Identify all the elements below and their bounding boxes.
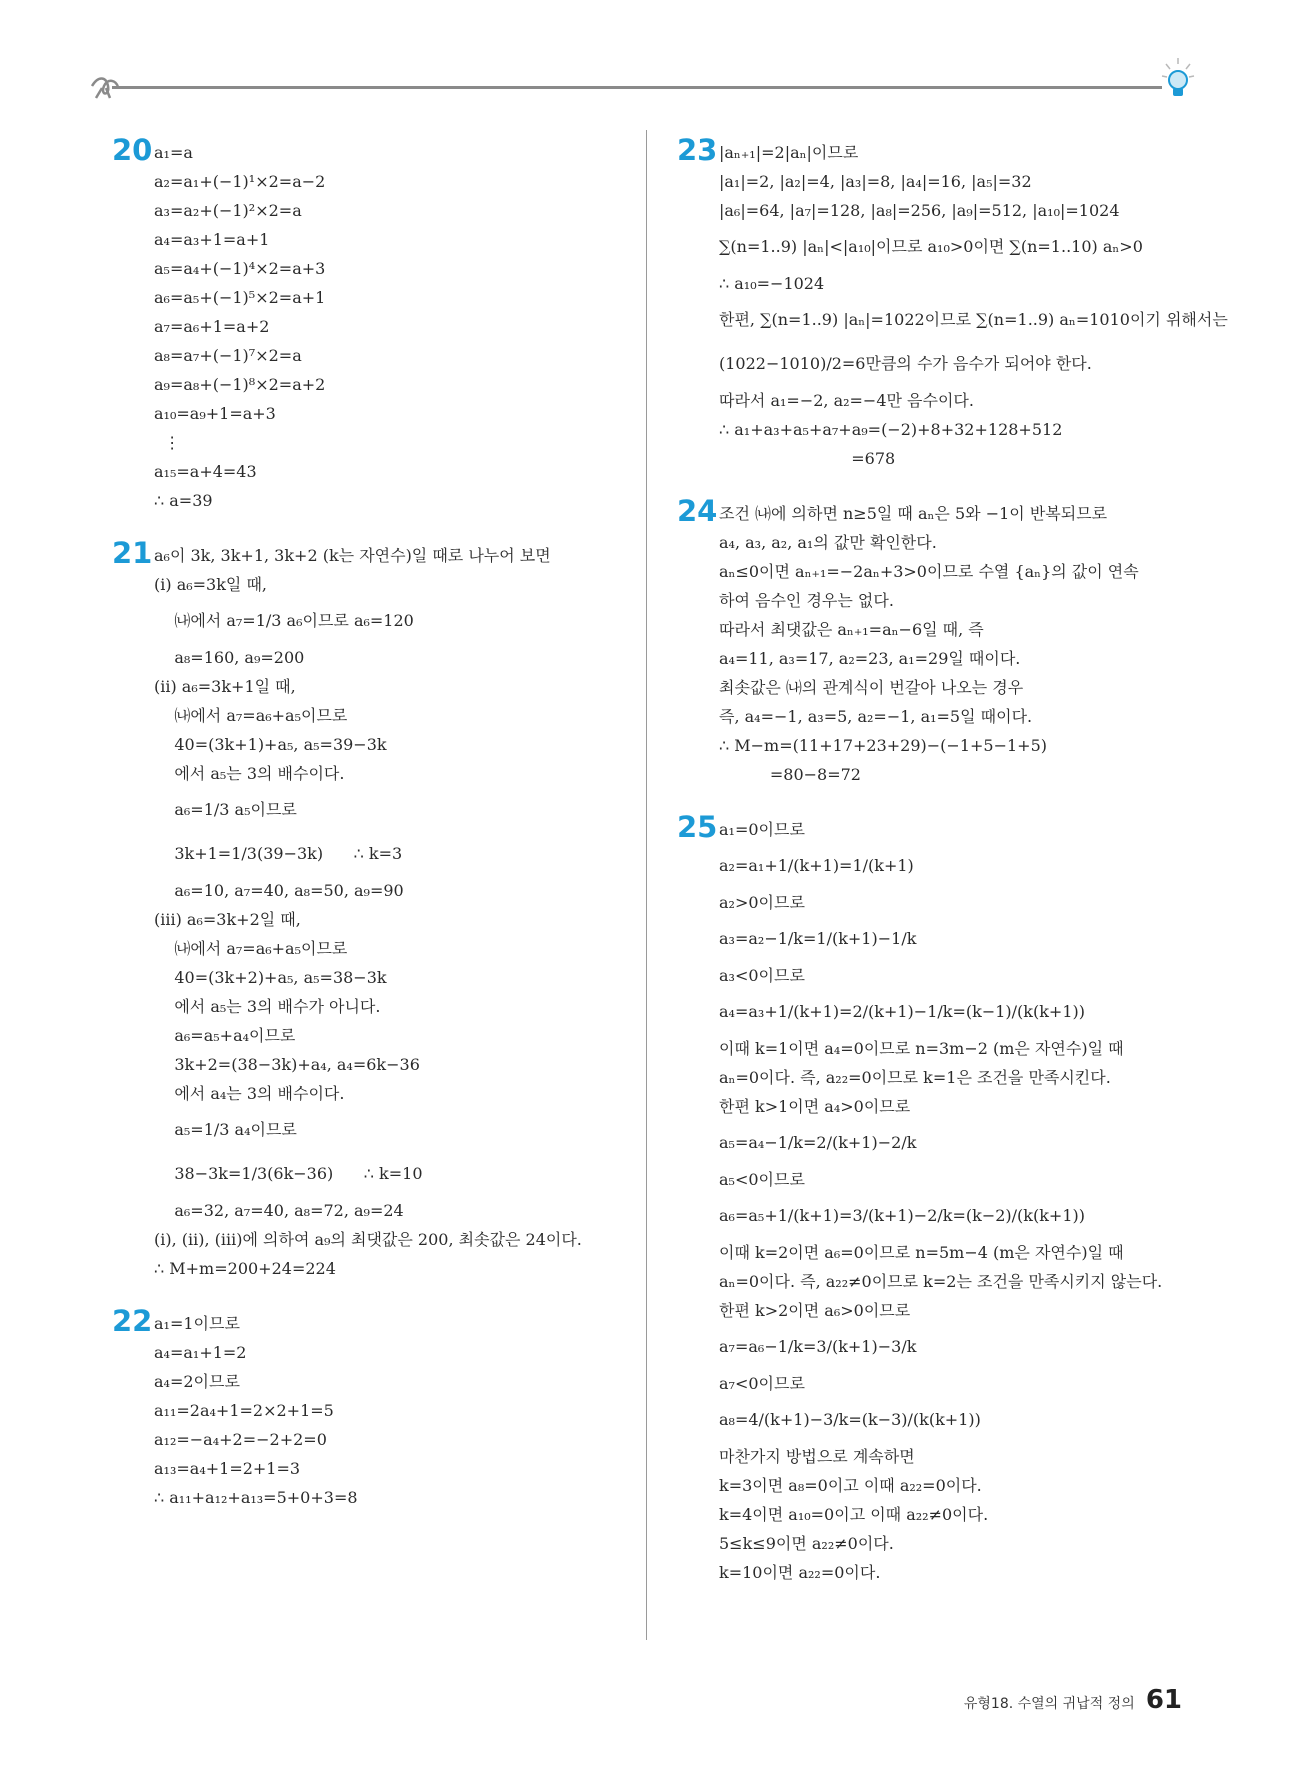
solution-line: 조건 ㈏에 의하면 n≥5일 때 aₙ은 5와 −1이 반복되므로 — [719, 504, 1108, 523]
solution-line: 3k+2=(38−3k)+a₄, a₄=6k−36 — [154, 1055, 420, 1074]
solution-line: a₅<0이므로 — [719, 1170, 805, 1189]
solution-line: a₅=a₄−1/k=2/(k+1)−2/k — [719, 1133, 917, 1152]
solution-line: (ⅰ) a₆=3k일 때, — [154, 575, 268, 594]
solution-line: 이때 k=2이면 a₆=0이므로 n=5m−4 (m은 자연수)일 때 — [719, 1243, 1124, 1262]
solution-line: 한편 k>2이면 a₆>0이므로 — [719, 1301, 911, 1320]
solution-line: 5≤k≤9이면 a₂₂≠0이다. — [719, 1534, 894, 1553]
problem-21 — [112, 536, 612, 1283]
page-footer — [964, 1685, 1182, 1715]
solution-line: 에서 a₄는 3의 배수이다. — [154, 1084, 345, 1103]
left-column — [112, 133, 612, 1538]
solution-line: aₙ≤0이면 aₙ₊₁=−2aₙ+3>0이므로 수열 {aₙ}의 값이 연속 — [719, 562, 1139, 581]
solution-line: =678 — [719, 449, 896, 468]
solution-line: 즉, a₄=−1, a₃=5, a₂=−1, a₁=5일 때이다. — [719, 707, 1033, 726]
solution-line: ∴ a₁₀=−1024 — [719, 274, 825, 293]
solution-line: a₆=a₅+a₄이므로 — [154, 1026, 296, 1045]
solution-line: a₅=a₄+(−1)⁴×2=a+3 — [154, 259, 326, 278]
column-divider — [646, 130, 647, 1640]
ribbon-knot-icon — [88, 74, 120, 100]
solution-line: a₄=a₃+1=a+1 — [154, 230, 270, 249]
solution-line: a₆=a₅+1/(k+1)=3/(k+1)−2/k=(k−2)/(k(k+1)) — [719, 1206, 1085, 1225]
solution-line: ㈏에서 a₇=a₆+a₅이므로 — [154, 939, 348, 958]
solution-line: 마찬가지 방법으로 계속하면 — [719, 1447, 915, 1466]
solution-line: k=10이면 a₂₂=0이다. — [719, 1563, 881, 1582]
solution-line: (1022−1010)/2=6만큼의 수가 음수가 되어야 한다. — [719, 354, 1092, 373]
solution-line: a₂>0이므로 — [719, 893, 805, 912]
solution-line: 40=(3k+2)+a₅, a₅=38−3k — [154, 968, 387, 987]
solution-line: k=3이면 a₈=0이고 이때 a₂₂=0이다. — [719, 1476, 982, 1495]
solution-line: a₁=0이므로 — [719, 820, 805, 839]
solution-line: ∴ a₁₁+a₁₂+a₁₃=5+0+3=8 — [154, 1488, 358, 1507]
solution-line: a₆=a₅+(−1)⁵×2=a+1 — [154, 288, 326, 307]
solution-line: a₄=11, a₃=17, a₂=23, a₁=29일 때이다. — [719, 649, 1021, 668]
solution-line: a₃<0이므로 — [719, 966, 805, 985]
solution-line: 한편 k>1이면 a₄>0이므로 — [719, 1097, 911, 1116]
problem-number: 24 — [677, 494, 718, 528]
solution-line: a₆=1/3 a₅이므로 — [154, 800, 297, 819]
right-column — [677, 133, 1228, 1613]
solution-line: a₂=a₁+(−1)¹×2=a−2 — [154, 172, 326, 191]
solution-line: 에서 a₅는 3의 배수가 아니다. — [154, 997, 381, 1016]
solution-line: ⋮ — [154, 433, 181, 452]
solution-line: 에서 a₅는 3의 배수이다. — [154, 764, 345, 783]
solution-line: a₈=160, a₉=200 — [154, 648, 305, 667]
solution-line: a₈=4/(k+1)−3/k=(k−3)/(k(k+1)) — [719, 1410, 981, 1429]
solution-line: ∴ M−m=(11+17+23+29)−(−1+5−1+5) — [719, 736, 1048, 755]
solution-line: ㈏에서 a₇=a₆+a₅이므로 — [154, 706, 348, 725]
solution-line: a₁₃=a₄+1=2+1=3 — [154, 1459, 301, 1478]
solution-line: 최솟값은 ㈏의 관계식이 번갈아 나오는 경우 — [719, 678, 1024, 697]
page-number: 61 — [1145, 1685, 1182, 1715]
solution-line: ∑(n=1..9) |aₙ|<|a₁₀|이므로 a₁₀>0이면 ∑(n=1..10) aₙ>0 — [719, 237, 1143, 256]
solution-line: |a₆|=64, |a₇|=128, |a₈|=256, |a₉|=512, |a₁₀|=1024 — [719, 201, 1120, 220]
solution-line: a₁=a — [154, 143, 193, 162]
solution-line: 따라서 최댓값은 aₙ₊₁=aₙ−6일 때, 즉 — [719, 620, 984, 639]
solution-line: a₇=a₆−1/k=3/(k+1)−3/k — [719, 1337, 917, 1356]
solution-line: (ⅱ) a₆=3k+1일 때, — [154, 677, 296, 696]
solution-line: a₁=1이므로 — [154, 1314, 240, 1333]
solution-line: ∴ a=39 — [154, 491, 213, 510]
solution-line: 한편, ∑(n=1..9) |aₙ|=1022이므로 ∑(n=1..9) aₙ=1010이기 위해서는 — [719, 310, 1228, 329]
solution-line: ∴ M+m=200+24=224 — [154, 1259, 336, 1278]
solution-line: a₁₂=−a₄+2=−2+2=0 — [154, 1430, 327, 1449]
solution-line: a₁₀=a₉+1=a+3 — [154, 404, 276, 423]
solution-line: aₙ=0이다. 즉, a₂₂≠0이므로 k=2는 조건을 만족시키지 않는다. — [719, 1272, 1163, 1291]
problem-24 — [677, 494, 1197, 789]
solution-line: a₄, a₃, a₂, a₁의 값만 확인한다. — [719, 533, 937, 552]
solution-line: |a₁|=2, |a₂|=4, |a₃|=8, |a₄|=16, |a₅|=32 — [719, 172, 1032, 191]
solution-line: a₉=a₈+(−1)⁸×2=a+2 — [154, 375, 326, 394]
solution-line: a₈=a₇+(−1)⁷×2=a — [154, 346, 302, 365]
solution-line: a₇=a₆+1=a+2 — [154, 317, 270, 336]
solution-line: 따라서 a₁=−2, a₂=−4만 음수이다. — [719, 391, 974, 410]
solution-line: a₂=a₁+1/(k+1)=1/(k+1) — [719, 856, 914, 875]
solution-line: 40=(3k+1)+a₅, a₅=39−3k — [154, 735, 387, 754]
solution-line: a₄=a₃+1/(k+1)=2/(k+1)−1/k=(k−1)/(k(k+1)) — [719, 1002, 1085, 1021]
problem-number: 23 — [677, 133, 718, 167]
solution-line: 이때 k=1이면 a₄=0이므로 n=3m−2 (m은 자연수)일 때 — [719, 1039, 1124, 1058]
problem-25 — [677, 810, 1197, 1587]
solution-line: a₇<0이므로 — [719, 1374, 805, 1393]
solution-line: 3k+1=1/3(39−3k) ∴ k=3 — [154, 844, 403, 863]
solution-line: k=4이면 a₁₀=0이고 이때 a₂₂≠0이다. — [719, 1505, 989, 1524]
header-rule — [112, 86, 1162, 89]
problem-number: 20 — [112, 133, 153, 167]
solution-line: (ⅰ), (ⅱ), (ⅲ)에 의하여 a₉의 최댓값은 200, 최솟값은 24이다. — [154, 1230, 582, 1249]
solution-line: a₆이 3k, 3k+1, 3k+2 (k는 자연수)일 때로 나누어 보면 — [154, 546, 551, 565]
solution-line: ㈏에서 a₇=1/3 a₆이므로 a₆=120 — [154, 611, 414, 630]
solution-line: a₅=1/3 a₄이므로 — [154, 1120, 297, 1139]
solution-line: a₁₅=a+4=43 — [154, 462, 257, 481]
problem-22 — [112, 1304, 612, 1512]
solution-line: a₆=32, a₇=40, a₈=72, a₉=24 — [154, 1201, 404, 1220]
solution-line: a₃=a₂−1/k=1/(k+1)−1/k — [719, 929, 917, 948]
solution-line: ∴ a₁+a₃+a₅+a₇+a₉=(−2)+8+32+128+512 — [719, 420, 1063, 439]
solution-line: =80−8=72 — [719, 765, 861, 784]
solution-line: (ⅲ) a₆=3k+2일 때, — [154, 910, 301, 929]
solution-line: 하여 음수인 경우는 없다. — [719, 591, 894, 610]
solution-line: |aₙ₊₁|=2|aₙ|이므로 — [719, 143, 859, 162]
solution-line: a₄=a₁+1=2 — [154, 1343, 247, 1362]
solution-line: a₆=10, a₇=40, a₈=50, a₉=90 — [154, 881, 404, 900]
problem-number: 21 — [112, 536, 153, 570]
solution-line: a₁₁=2a₄+1=2×2+1=5 — [154, 1401, 334, 1420]
problem-23 — [677, 133, 1228, 473]
problem-20 — [112, 133, 612, 515]
problem-number: 22 — [112, 1304, 153, 1338]
solution-line: aₙ=0이다. 즉, a₂₂=0이므로 k=1은 조건을 만족시킨다. — [719, 1068, 1111, 1087]
solution-line: a₃=a₂+(−1)²×2=a — [154, 201, 302, 220]
footer-section-title: 유형18. 수열의 귀납적 정의 — [963, 1696, 1135, 1712]
problem-number: 25 — [677, 810, 718, 844]
lightbulb-icon — [1160, 56, 1196, 104]
solution-line: a₄=2이므로 — [154, 1372, 240, 1391]
solution-line: 38−3k=1/3(6k−36) ∴ k=10 — [154, 1164, 423, 1183]
